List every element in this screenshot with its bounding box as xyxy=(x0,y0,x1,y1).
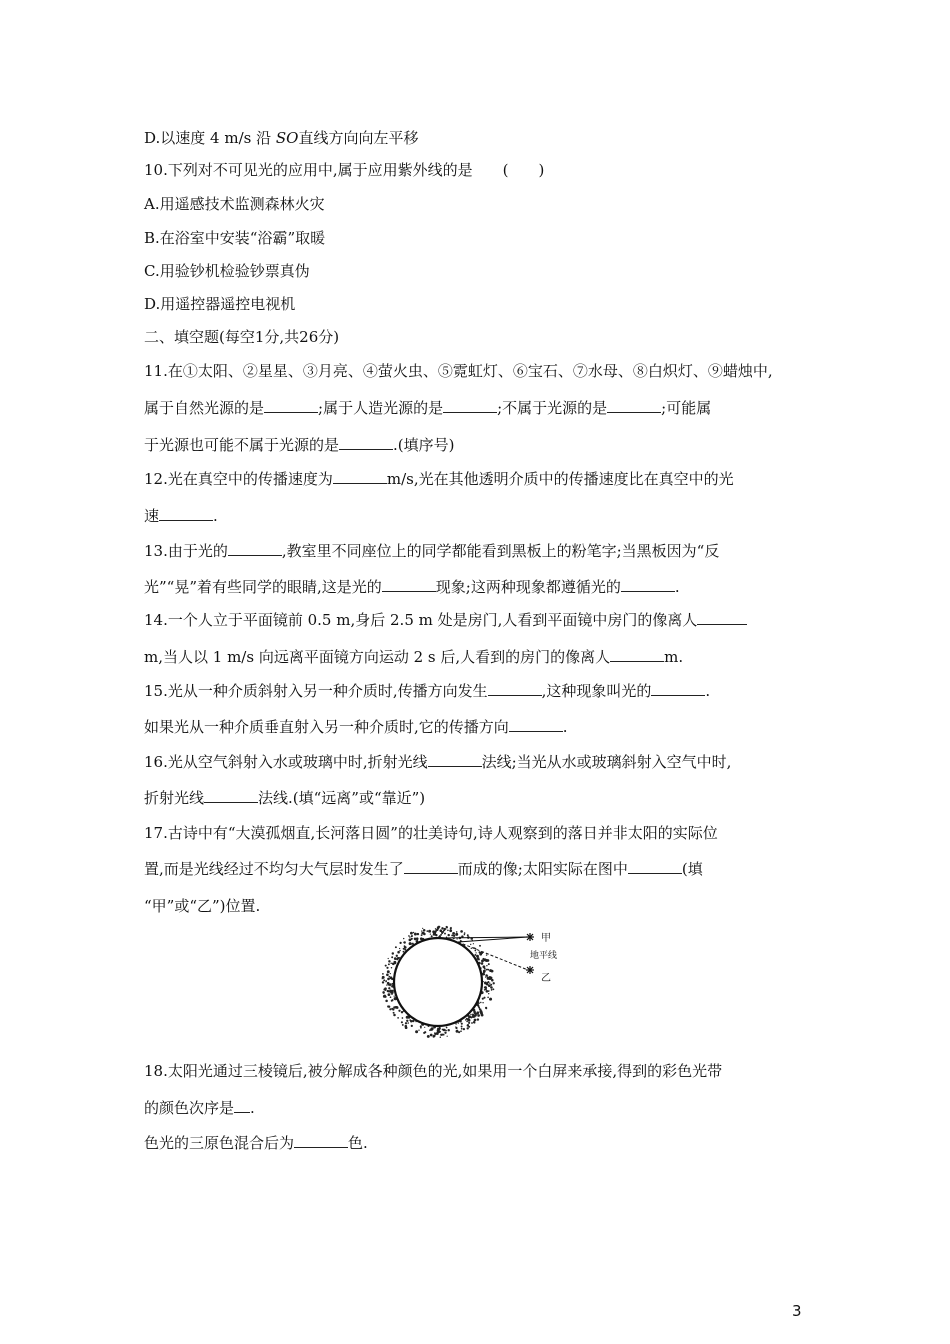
atmosphere-dot xyxy=(415,1030,418,1033)
q14-blank-2[interactable] xyxy=(610,647,664,662)
atmosphere-dot xyxy=(388,960,390,962)
atmosphere-dot xyxy=(388,963,390,965)
q18-text: 色. xyxy=(348,1134,368,1152)
atmosphere-dot xyxy=(427,1035,430,1038)
q15-text: . xyxy=(705,682,711,700)
atmosphere-dot xyxy=(467,1018,469,1020)
q18-line3 xyxy=(144,1133,368,1153)
q15-line2 xyxy=(144,717,568,737)
atmosphere-dot xyxy=(473,943,474,944)
atmosphere-dot xyxy=(396,955,398,957)
star-icon-jia xyxy=(526,933,534,941)
atmosphere-dot xyxy=(488,963,490,965)
atmosphere-dot xyxy=(432,930,435,933)
atmosphere-dot xyxy=(475,1014,477,1016)
atmosphere-dot xyxy=(421,930,422,931)
atmosphere-dot xyxy=(390,973,391,974)
q11-line3 xyxy=(144,435,455,455)
atmosphere-dot xyxy=(455,1026,456,1027)
atmosphere-dot xyxy=(483,972,485,974)
q17-text: 置,而是光线经过不均匀大气层时发生了 xyxy=(144,860,404,878)
atmosphere-dot xyxy=(407,1022,409,1024)
atmosphere-dot xyxy=(461,1028,463,1030)
atmosphere-dot xyxy=(409,942,412,945)
atmosphere-dot xyxy=(474,1022,476,1024)
atmosphere-dot xyxy=(437,1028,439,1030)
q14-line2 xyxy=(144,647,683,667)
atmosphere-dot xyxy=(405,1022,407,1024)
atmosphere-dot xyxy=(456,931,458,933)
q13-line2 xyxy=(144,577,680,597)
sun-atmosphere-figure xyxy=(380,922,580,1040)
atmosphere-dot xyxy=(389,976,391,978)
q12-text: m/s,光在其他透明介质中的传播速度比在真空中的光 xyxy=(386,470,734,488)
q18-text: . xyxy=(250,1099,255,1117)
q11-blank-3[interactable] xyxy=(607,398,661,413)
atmosphere-dot xyxy=(491,989,493,991)
atmosphere-dot xyxy=(383,992,385,994)
atmosphere-dot xyxy=(403,938,404,939)
atmosphere-dot xyxy=(391,991,393,993)
atmosphere-dot xyxy=(435,928,437,930)
atmosphere-dot xyxy=(481,1014,484,1017)
section-heading: 二、填空题(每空1分,共26分) xyxy=(144,328,340,346)
atmosphere-dot xyxy=(382,981,384,983)
atmosphere-dot xyxy=(431,935,433,937)
q11-text: ;可能属 xyxy=(661,399,712,417)
atmosphere-dot xyxy=(414,933,417,936)
atmosphere-dot xyxy=(428,930,431,933)
atmosphere-dot xyxy=(422,928,423,929)
atmosphere-dot xyxy=(399,948,400,949)
atmosphere-dot xyxy=(447,1036,448,1037)
q15-text: 如果光从一种介质垂直射入另一种介质时,它的传播方向 xyxy=(144,718,509,736)
q17-blank-2[interactable] xyxy=(628,859,682,874)
q12-line2 xyxy=(144,506,218,526)
atmosphere-dot xyxy=(423,933,426,936)
atmosphere-dot xyxy=(471,1022,473,1024)
atmosphere-dot xyxy=(486,965,487,966)
atmosphere-dot xyxy=(453,935,455,937)
atmosphere-dot xyxy=(443,1034,445,1036)
atmosphere-dot xyxy=(449,929,452,932)
atmosphere-dot xyxy=(432,1035,434,1037)
atmosphere-dot xyxy=(402,1024,404,1026)
label-horizon: 地平线 xyxy=(530,951,558,961)
atmosphere-dot xyxy=(444,933,446,935)
atmosphere-dot xyxy=(439,935,441,937)
q14-text: m. xyxy=(664,648,684,666)
atmosphere-dot xyxy=(404,941,406,943)
atmosphere-dot xyxy=(387,970,390,973)
atmosphere-dot xyxy=(455,933,458,936)
atmosphere-dot xyxy=(387,1005,389,1007)
q18-line1: 18.太阳光通过三棱镜后,被分解成各种颜色的光,如果用一个白屏来承接,得到的彩色光带 xyxy=(144,1062,723,1080)
q11-text: 于光源也可能不属于光源的是 xyxy=(144,436,340,454)
atmosphere-dot xyxy=(389,1008,391,1010)
atmosphere-dot xyxy=(390,996,392,998)
atmosphere-dot xyxy=(468,1015,471,1018)
atmosphere-dot xyxy=(466,1021,468,1023)
atmosphere-dot xyxy=(394,995,395,996)
atmosphere-dot xyxy=(489,999,490,1000)
label-jia: 甲 xyxy=(541,933,551,944)
atmosphere-dot xyxy=(387,982,389,984)
atmosphere-dot xyxy=(460,930,463,933)
atmosphere-dot xyxy=(439,1028,440,1029)
atmosphere-dot xyxy=(409,1019,411,1021)
q13-blank-2[interactable] xyxy=(382,577,436,592)
atmosphere-dot xyxy=(490,976,493,979)
atmosphere-dot xyxy=(452,932,455,935)
atmosphere-dot xyxy=(386,967,388,969)
atmosphere-dot xyxy=(481,959,484,962)
atmosphere-dot xyxy=(388,987,390,989)
q13-text: . xyxy=(674,578,680,596)
q10-stem: 10.下列对不可见光的应用中,属于应用紫外线的是 ( ) xyxy=(144,161,545,179)
q9-option-d xyxy=(144,128,418,148)
atmosphere-dot xyxy=(382,973,384,975)
atmosphere-dot xyxy=(489,983,490,984)
atmosphere-dot xyxy=(394,1006,397,1009)
atmosphere-dot xyxy=(383,979,385,981)
q13-blank-3[interactable] xyxy=(621,577,675,592)
q16-blank-1[interactable] xyxy=(428,752,482,767)
atmosphere-dot xyxy=(388,993,391,996)
atmosphere-dot xyxy=(398,1010,400,1012)
atmosphere-dot xyxy=(434,1032,436,1034)
atmosphere-dot xyxy=(447,930,449,932)
q11-text: ;属于人造光源的是 xyxy=(318,399,444,417)
atmosphere-dot xyxy=(445,1029,447,1031)
atmosphere-dot xyxy=(488,990,489,991)
q9-option-d-text: D.以速度 4 m/s 沿 xyxy=(144,129,276,147)
atmosphere-dot xyxy=(446,1027,448,1029)
atmosphere-dot xyxy=(383,995,385,997)
atmosphere-dot xyxy=(447,927,448,928)
atmosphere-dot xyxy=(478,957,480,959)
q17-line3: “甲”或“乙”)位置. xyxy=(144,897,261,915)
atmosphere-dot xyxy=(447,1029,449,1031)
atmosphere-dot xyxy=(474,954,476,956)
atmosphere-dot xyxy=(476,955,479,958)
atmosphere-dot xyxy=(413,932,415,934)
atmosphere-dot xyxy=(471,948,472,949)
atmosphere-dot xyxy=(477,1014,480,1017)
q11-blank-2[interactable] xyxy=(443,398,497,413)
atmosphere-dot xyxy=(411,935,413,937)
atmosphere-dot xyxy=(430,933,431,934)
atmosphere-dot xyxy=(491,971,492,972)
atmosphere-dot xyxy=(390,963,392,965)
atmosphere-dot xyxy=(450,927,451,928)
atmosphere-dot xyxy=(394,957,397,960)
atmosphere-dot xyxy=(387,978,390,981)
atmosphere-dot xyxy=(426,930,428,932)
q12-text: 12.光在真空中的传播速度为 xyxy=(144,470,333,488)
q9-option-d-end: 直线方向向左平移 xyxy=(298,129,419,147)
q13-text: 13.由于光的 xyxy=(144,542,228,560)
atmosphere-dot xyxy=(474,950,476,952)
q17-line1: 17.古诗中有“大漠孤烟直,长河落日圆”的壮美诗句,诗人观察到的落日并非太阳的实际位 xyxy=(144,824,718,842)
q12-blank-1[interactable] xyxy=(333,469,387,484)
q11-blank-4[interactable] xyxy=(339,435,393,450)
atmosphere-dot xyxy=(487,997,489,999)
atmosphere-dot xyxy=(486,969,488,971)
atmosphere-dot xyxy=(486,1008,488,1010)
atmosphere-dot xyxy=(430,1028,433,1031)
atmosphere-dot xyxy=(404,946,407,949)
atmosphere-dot xyxy=(391,993,393,995)
atmosphere-dot xyxy=(448,934,450,936)
atmosphere-dot xyxy=(385,965,387,967)
atmosphere-dot xyxy=(430,1034,433,1037)
atmosphere-dot xyxy=(420,1027,422,1029)
q14-line1 xyxy=(144,610,747,630)
atmosphere-dot xyxy=(474,1019,477,1022)
q18-text: 的颜色次序是 xyxy=(144,1099,235,1117)
q16-text: 16.光从空气斜射入水或玻璃中时,折射光线 xyxy=(144,753,428,771)
atmosphere-dot xyxy=(391,967,392,968)
atmosphere-dot xyxy=(440,1037,441,1038)
atmosphere-dot xyxy=(463,1028,465,1030)
atmosphere-dot xyxy=(423,929,426,932)
atmosphere-dot xyxy=(467,934,469,936)
atmosphere-dot xyxy=(417,933,419,935)
label-yi: 乙 xyxy=(541,973,551,984)
atmosphere-dot xyxy=(440,929,443,932)
atmosphere-dot xyxy=(442,1029,444,1031)
atmosphere-dot xyxy=(456,1030,458,1032)
atmosphere-dot xyxy=(487,982,489,984)
page-number: 3 xyxy=(792,1302,802,1320)
atmosphere-dot xyxy=(484,989,486,991)
atmosphere-dot xyxy=(405,1025,408,1028)
atmosphere-dot xyxy=(392,952,394,954)
q12-text: 速 xyxy=(144,507,160,525)
atmosphere-dot xyxy=(382,978,383,979)
atmosphere-dot xyxy=(424,1031,426,1033)
q15-line1 xyxy=(144,681,710,701)
q18-line2 xyxy=(144,1098,255,1118)
atmosphere-dot xyxy=(393,1012,395,1014)
atmosphere-dot xyxy=(388,958,389,959)
q11-line2 xyxy=(144,398,711,418)
atmosphere-dot xyxy=(468,1026,470,1028)
atmosphere-dot xyxy=(399,942,401,944)
atmosphere-dot xyxy=(486,954,487,955)
atmosphere-dot xyxy=(493,982,495,984)
atmosphere-dot xyxy=(388,984,390,986)
atmosphere-dot xyxy=(444,929,445,930)
atmosphere-dot xyxy=(486,987,487,988)
atmosphere-dot xyxy=(483,965,486,968)
q17-text: 而成的像;太阳实际在图中 xyxy=(457,860,628,878)
q11-text: .(填序号) xyxy=(393,436,455,454)
q15-blank-2[interactable] xyxy=(651,681,705,696)
q15-text: 15.光从一种介质斜射入另一种介质时,传播方向发生 xyxy=(144,682,488,700)
q12-blank-2[interactable] xyxy=(159,506,213,521)
atmosphere-dot xyxy=(394,962,397,965)
atmosphere-dot xyxy=(421,934,423,936)
q16-blank-2[interactable] xyxy=(204,788,258,803)
atmosphere-dot xyxy=(460,1030,462,1032)
q14-text: 14.一个人立于平面镜前 0.5 m,身后 2.5 m 处是房门,人看到平面镜中房门的像离人 xyxy=(144,611,698,629)
q13-text: 光”“晃”着有些同学的眼睛,这是光的 xyxy=(144,578,382,596)
atmosphere-dot xyxy=(384,987,387,990)
atmosphere-dot xyxy=(486,990,489,993)
q10-option-a: A.用遥感技术监测森林火灾 xyxy=(144,195,325,213)
atmosphere-dot xyxy=(488,993,489,994)
q16-text: 折射光线 xyxy=(144,789,205,807)
q13-text: ,教室里不同座位上的同学都能看到黑板上的粉笔字;当黑板因为“反 xyxy=(281,542,720,560)
q11-blank-1[interactable] xyxy=(264,398,318,413)
q13-line1 xyxy=(144,541,719,561)
atmosphere-dot xyxy=(411,1025,413,1027)
atmosphere-dot xyxy=(461,1026,463,1028)
atmosphere-dot xyxy=(436,929,438,931)
q15-text: . xyxy=(562,718,568,736)
q9-option-d-variable: SO xyxy=(275,129,299,147)
atmosphere-dot xyxy=(408,935,410,937)
q11-text: 属于自然光源的是 xyxy=(144,399,265,417)
atmosphere-dot xyxy=(410,932,413,935)
q18-blank-1[interactable] xyxy=(234,1098,250,1113)
q16-line2 xyxy=(144,788,425,808)
q18-blank-2[interactable] xyxy=(294,1133,348,1148)
atmosphere-dot xyxy=(401,1021,403,1023)
atmosphere-dot xyxy=(479,953,482,956)
atmosphere-dot xyxy=(409,939,412,942)
atmosphere-dot xyxy=(468,1022,470,1024)
atmosphere-dot xyxy=(396,958,398,960)
atmosphere-dot xyxy=(451,934,453,936)
q13-text: 现象;这两种现象都遵循光的 xyxy=(435,578,621,596)
atmosphere-dot xyxy=(475,952,476,953)
atmosphere-dot xyxy=(387,990,389,992)
atmosphere-dot xyxy=(482,1002,483,1003)
atmosphere-dot xyxy=(470,1014,472,1016)
atmosphere-dot xyxy=(409,936,410,937)
atmosphere-dot xyxy=(487,975,488,976)
atmosphere-dot xyxy=(481,962,484,965)
atmosphere-dot xyxy=(406,1016,409,1019)
atmosphere-dot xyxy=(479,945,481,947)
q18-text: 色光的三原色混合后为 xyxy=(144,1134,295,1152)
atmosphere-dot xyxy=(445,928,446,929)
q10-option-d: D.用遥控器遥控电视机 xyxy=(144,295,296,313)
atmosphere-dot xyxy=(467,1024,469,1026)
atmosphere-dot xyxy=(467,1027,469,1029)
atmosphere-dot xyxy=(488,984,491,987)
atmosphere-dot xyxy=(480,1002,481,1003)
atmosphere-dot xyxy=(456,938,457,939)
q15-blank-3[interactable] xyxy=(509,717,563,732)
q10-option-b: B.在浴室中安装“浴霸”取暖 xyxy=(144,229,326,247)
atmosphere-dot xyxy=(393,1014,396,1017)
q14-blank-1[interactable] xyxy=(697,610,747,625)
atmosphere-dot xyxy=(397,1017,399,1019)
atmosphere-dot xyxy=(385,980,387,982)
q15-blank-1[interactable] xyxy=(488,681,542,696)
q11-text: ;不属于光源的是 xyxy=(497,399,608,417)
atmosphere-dot xyxy=(440,1034,442,1036)
atmosphere-dot xyxy=(402,1017,404,1019)
atmosphere-dot xyxy=(444,1032,446,1034)
atmosphere-dot xyxy=(491,979,494,982)
atmosphere-dot xyxy=(399,950,400,951)
atmosphere-dot xyxy=(464,932,466,934)
atmosphere-dot xyxy=(438,1031,440,1033)
atmosphere-dot xyxy=(441,927,443,929)
atmosphere-dot xyxy=(476,1011,479,1014)
q16-line1 xyxy=(144,752,731,772)
atmosphere-dot xyxy=(470,944,471,945)
atmosphere-dot xyxy=(482,998,484,1000)
atmosphere-dot xyxy=(435,934,437,936)
atmosphere-dot xyxy=(465,1019,467,1021)
atmosphere-dot xyxy=(472,1014,474,1016)
atmosphere-dot xyxy=(391,956,393,958)
atmosphere-dot xyxy=(424,1027,425,1028)
atmosphere-dot xyxy=(386,984,387,985)
q17-blank-1[interactable] xyxy=(404,859,458,874)
q14-text: m,当人以 1 m/s 向远离平面镜方向运动 2 s 后,人看到的房门的像离人 xyxy=(144,648,611,666)
atmosphere-dot xyxy=(397,951,400,954)
atmosphere-dot xyxy=(487,969,489,971)
star-icon-yi xyxy=(526,966,534,974)
atmosphere-dot xyxy=(437,926,440,929)
q10-option-c: C.用验钞机检验钞票真伪 xyxy=(144,262,310,280)
atmosphere-dot xyxy=(395,946,397,948)
q17-line2 xyxy=(144,859,703,879)
atmosphere-dot xyxy=(477,1018,479,1020)
atmosphere-dot xyxy=(475,948,477,950)
q17-text: (填 xyxy=(681,860,703,878)
atmosphere-dot xyxy=(421,1024,422,1025)
atmosphere-dot xyxy=(493,988,495,990)
atmosphere-dot xyxy=(464,934,465,935)
atmosphere-dot xyxy=(485,959,488,962)
q12-text: . xyxy=(213,507,218,525)
q15-text: ,这种现象叫光的 xyxy=(541,682,652,700)
q16-text: 法线;当光从水或玻璃斜射入空气中时, xyxy=(481,753,732,771)
q11-line1: 11.在①太阳、②星星、③月亮、④萤火虫、⑤霓虹灯、⑥宝石、⑦水母、⑧白炽灯、⑨蜡烛中, xyxy=(144,362,773,380)
earth-circle xyxy=(394,938,482,1026)
atmosphere-dot xyxy=(401,1011,403,1013)
atmosphere-dot xyxy=(391,1000,393,1002)
atmosphere-dot xyxy=(416,937,419,940)
atmosphere-dot xyxy=(406,1020,408,1022)
atmosphere-dot xyxy=(490,986,493,989)
atmosphere-dot xyxy=(391,985,393,987)
atmosphere-dot xyxy=(418,1030,419,1031)
q16-text: 法线.(填“远离”或“靠近”) xyxy=(258,789,426,807)
q13-blank-1[interactable] xyxy=(228,541,282,556)
atmosphere-dot xyxy=(386,973,389,976)
atmosphere-dot xyxy=(461,1023,463,1025)
q12-line1 xyxy=(144,469,734,489)
atmosphere-dot xyxy=(391,1008,393,1010)
atmosphere-dot xyxy=(385,1000,388,1003)
